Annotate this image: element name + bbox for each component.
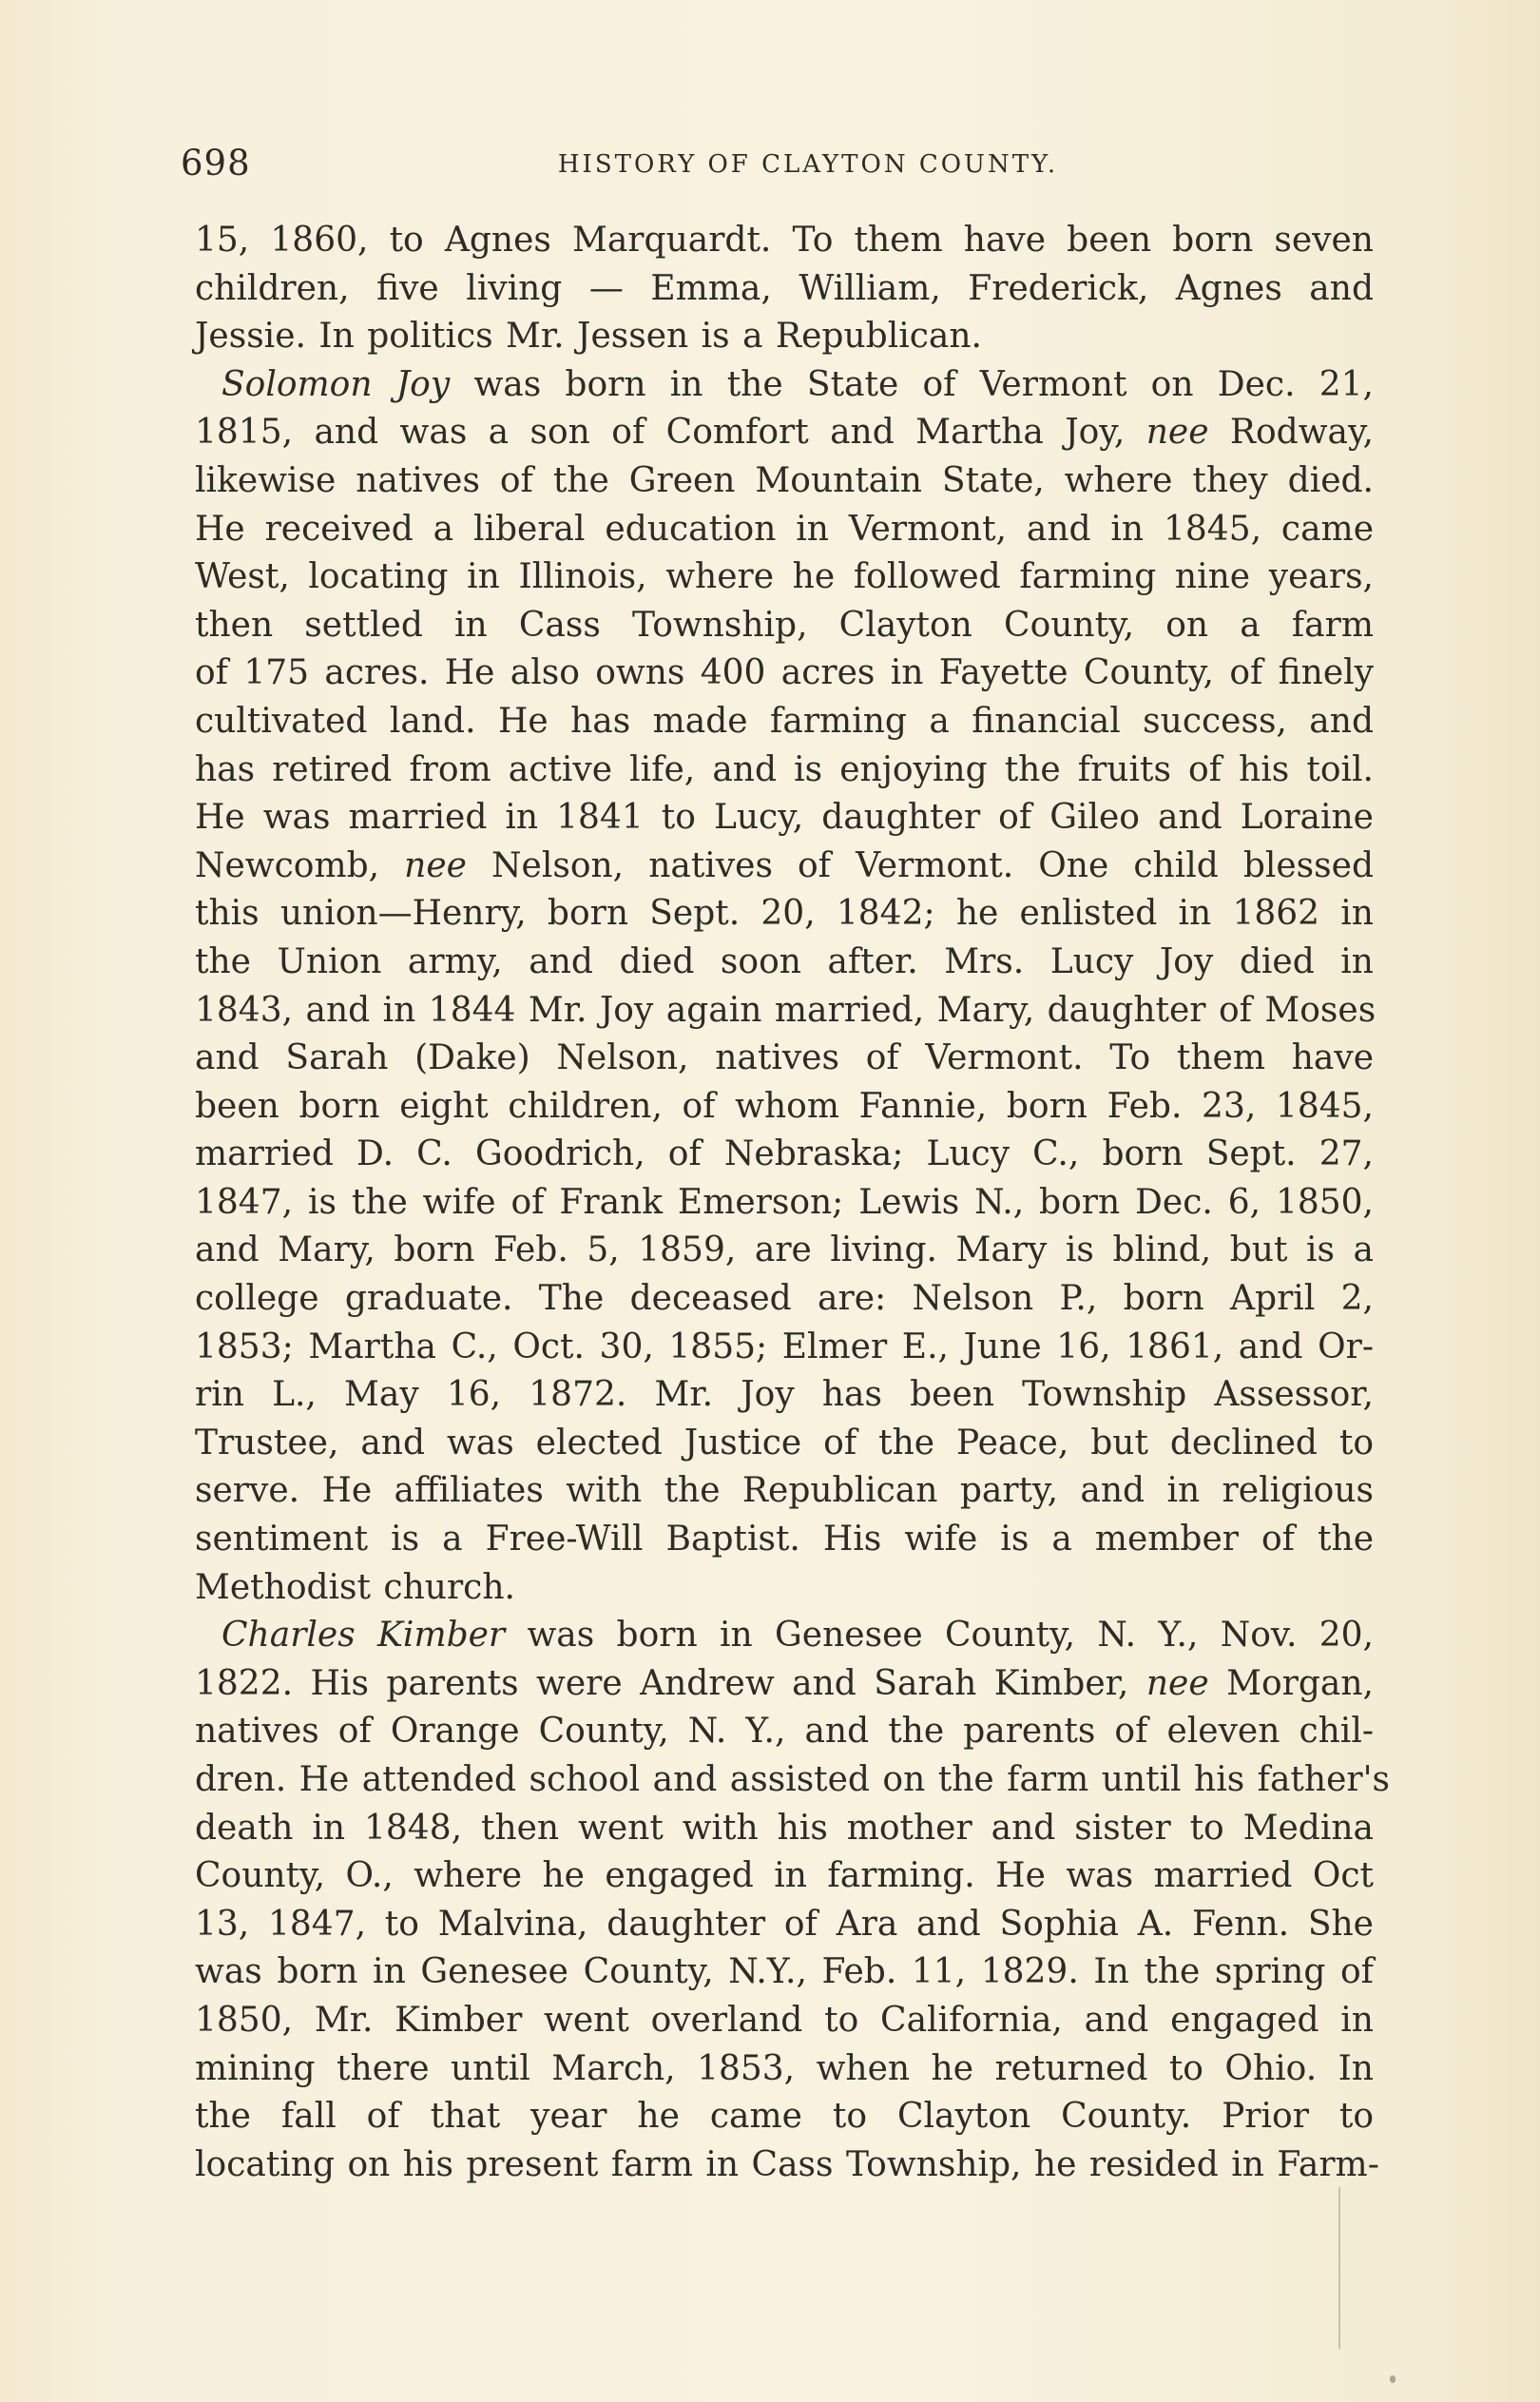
text-segment: sentiment is a Free-Will Baptist. His wife is a member of the bbox=[195, 1520, 1374, 1559]
text-segment: the Union army, and died soon after. Mrs. Lucy Joy died in bbox=[195, 941, 1374, 981]
text-segment: was born in the State of Vermont on Dec. 21, bbox=[450, 364, 1375, 404]
text-line bbox=[195, 939, 1374, 987]
text-line bbox=[195, 2093, 1374, 2141]
text-segment: was born in Genesee County, N. Y., Nov. 20, bbox=[505, 1616, 1374, 1656]
text-segment: West, locating in Illinois, where he followed farming nine years, bbox=[195, 557, 1374, 597]
text-line bbox=[195, 265, 1374, 314]
text-segment: 13, 1847, to Malvina, daughter of Ara and Sophia A. Fenn. She bbox=[195, 1904, 1374, 1944]
text-segment: Nelson, natives of Vermont. One child blessed bbox=[466, 845, 1374, 885]
italic-text: Charles Kimber bbox=[221, 1616, 506, 1656]
text-segment: 15, 1860, to Agnes Marquardt. To them have been born seven bbox=[195, 221, 1374, 260]
text-segment: serve. He affiliates with the Republican party, and in religious bbox=[195, 1471, 1374, 1511]
text-line bbox=[195, 313, 1374, 361]
text-line bbox=[195, 1708, 1374, 1756]
italic-text: nee bbox=[404, 845, 467, 885]
text-segment: death in 1848, then went with his mother and sister to Medina bbox=[195, 1808, 1374, 1848]
text-line bbox=[195, 987, 1374, 1036]
text-line bbox=[195, 2045, 1374, 2094]
text-segment: was born in Genesee County, N.Y., Feb. 11, 1829. In the spring of bbox=[195, 1952, 1374, 1992]
text-line bbox=[195, 1035, 1374, 1083]
text-line bbox=[195, 361, 1374, 410]
text-segment: He received a liberal education in Vermont, and in 1845, came bbox=[195, 509, 1374, 549]
text-segment: and Mary, born Feb. 5, 1859, are living. Mary is blind, but is a bbox=[195, 1230, 1374, 1270]
text-line bbox=[195, 602, 1374, 650]
text-segment: married D. C. Goodrich, of Nebraska; Lucy C., born Sept. 27, bbox=[195, 1134, 1374, 1174]
text-segment: 1822. His parents were Andrew and Sarah Kimber, bbox=[195, 1663, 1146, 1703]
text-line bbox=[195, 1948, 1374, 1997]
text-line bbox=[195, 1131, 1374, 1179]
text-line bbox=[195, 506, 1374, 554]
text-segment: of 175 acres. He also owns 400 acres in Fayette County, of finely bbox=[195, 653, 1374, 693]
text-line bbox=[195, 1564, 1374, 1613]
text-line bbox=[195, 1324, 1374, 1372]
text-segment: He was married in 1841 to Lucy, daughter of Gileo and Loraine bbox=[195, 798, 1374, 838]
text-line bbox=[195, 1371, 1374, 1420]
running-title: HISTORY OF CLAYTON COUNTY. bbox=[557, 150, 1059, 179]
text-segment: mining there until March, 1853, when he returned to Ohio. In bbox=[195, 2048, 1374, 2088]
text-segment: 1815, and was a son of Comfort and Martha Joy, bbox=[195, 413, 1146, 453]
text-segment: locating on his present farm in Cass Township, he resided in Farm- bbox=[195, 2144, 1379, 2184]
text-line bbox=[195, 890, 1374, 939]
text-line bbox=[195, 409, 1374, 457]
text-segment: 1853; Martha C., Oct. 30, 1855; Elmer E., June 16, 1861, and Or- bbox=[195, 1327, 1374, 1366]
text-segment: this union—Henry, born Sept. 20, 1842; he enlisted in 1862 in bbox=[195, 894, 1374, 934]
text-line bbox=[195, 746, 1374, 795]
text-segment: cultivated land. He has made farming a financial success, and bbox=[195, 701, 1374, 741]
italic-text: Solomon Joy bbox=[221, 364, 451, 404]
text-line bbox=[195, 1852, 1374, 1901]
text-segment: Morgan, bbox=[1208, 1663, 1374, 1703]
margin-mark bbox=[1338, 2187, 1346, 2349]
text-segment: college graduate. The deceased are: Nelson P., born April 2, bbox=[195, 1279, 1374, 1319]
text-line bbox=[195, 794, 1374, 843]
text-line bbox=[195, 1467, 1374, 1516]
text-segment: Trustee, and was elected Justice of the Peace, but declined to bbox=[195, 1423, 1374, 1463]
text-segment: 1847, is the wife of Frank Emerson; Lewis N., born Dec. 6, 1850, bbox=[195, 1182, 1374, 1222]
ink-speck bbox=[1390, 2375, 1396, 2383]
text-segment: Methodist church. bbox=[195, 1567, 515, 1607]
text-line bbox=[195, 1420, 1374, 1468]
italic-text: nee bbox=[1145, 413, 1209, 453]
text-segment: Newcomb, bbox=[195, 845, 405, 885]
text-line bbox=[195, 1612, 1374, 1660]
text-line bbox=[195, 457, 1374, 506]
text-segment: been born eight children, of whom Fannie, born Feb. 23, 1845, bbox=[195, 1086, 1374, 1126]
text-segment: rin L., May 16, 1872. Mr. Joy has been Township Assessor, bbox=[195, 1375, 1374, 1415]
text-line bbox=[195, 1083, 1374, 1132]
text-line bbox=[195, 1660, 1374, 1709]
text-line bbox=[195, 698, 1374, 746]
text-segment: Jessie. In politics Mr. Jessen is a Republican. bbox=[195, 317, 982, 357]
text-segment: natives of Orange County, N. Y., and the parents of eleven chil- bbox=[195, 1712, 1374, 1752]
text-line bbox=[195, 1275, 1374, 1324]
italic-text: nee bbox=[1145, 1663, 1209, 1703]
page-number: 698 bbox=[181, 143, 251, 184]
text-segment: children, five living — Emma, William, Frederick, Agnes and bbox=[195, 268, 1374, 308]
text-line bbox=[195, 553, 1374, 602]
text-line bbox=[195, 1756, 1390, 1805]
text-segment: the fall of that year he came to Clayton County. Prior to bbox=[195, 2097, 1374, 2137]
text-segment: has retired from active life, and is enjoying the fruits of his toil. bbox=[195, 749, 1374, 789]
text-line bbox=[195, 1179, 1374, 1228]
text-line bbox=[195, 1227, 1374, 1275]
text-segment: 1843, and in 1844 Mr. Joy again married, Mary, daughter of Moses bbox=[195, 990, 1376, 1030]
text-segment: Rodway, bbox=[1208, 413, 1374, 453]
text-segment: 1850, Mr. Kimber went overland to California, and engaged in bbox=[195, 2000, 1374, 2040]
page-header bbox=[181, 143, 1378, 190]
text-segment: County, O., where he engaged in farming. He was married Oct bbox=[195, 1856, 1374, 1896]
text-segment: likewise natives of the Green Mountain State, where they died. bbox=[195, 460, 1374, 500]
text-segment: dren. He attended school and assisted on the farm until his father's bbox=[195, 1760, 1390, 1799]
text-segment: and Sarah (Dake) Nelson, natives of Vermont. To them have bbox=[195, 1038, 1374, 1078]
text-line bbox=[195, 2141, 1379, 2190]
text-line bbox=[195, 1901, 1374, 1949]
text-line bbox=[195, 1997, 1374, 2045]
text-segment: then settled in Cass Township, Clayton County, on a farm bbox=[195, 605, 1374, 645]
text-line bbox=[195, 1516, 1374, 1564]
text-line bbox=[195, 843, 1374, 891]
body-text bbox=[195, 217, 1390, 2189]
text-line bbox=[195, 649, 1374, 698]
text-line bbox=[195, 1805, 1374, 1853]
text-line bbox=[195, 217, 1374, 265]
